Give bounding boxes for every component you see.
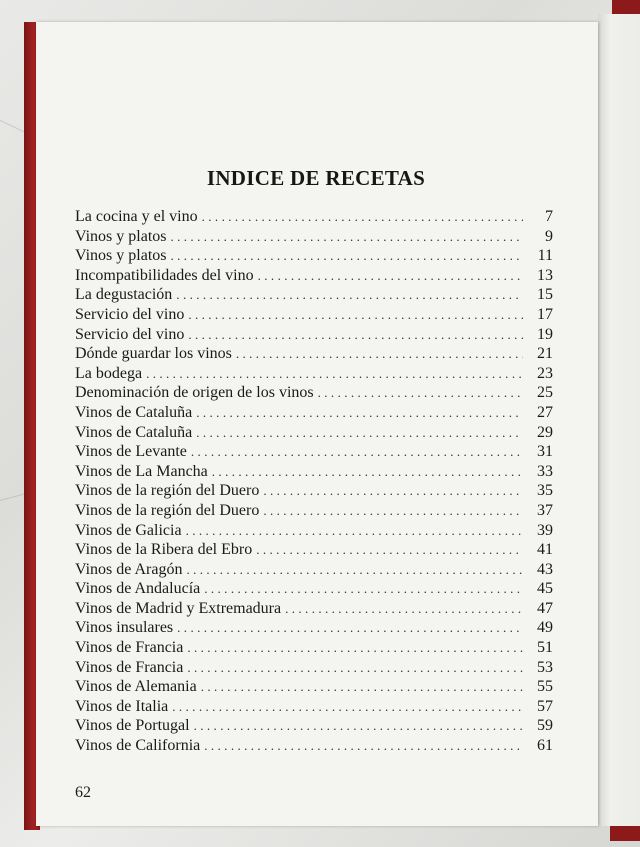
dot-leader xyxy=(188,307,523,323)
toc-entry-label: Dónde guardar los vinos xyxy=(75,345,232,363)
toc-entry-page: 61 xyxy=(537,737,553,755)
toc-entry-label: La degustación xyxy=(75,286,173,304)
toc-entry-page: 21 xyxy=(537,345,553,363)
toc-entry xyxy=(75,678,553,698)
dot-leader xyxy=(318,385,523,401)
toc-entry-page: 23 xyxy=(537,364,553,382)
toc-entry-page: 29 xyxy=(537,423,553,441)
toc-entry-label: Vinos de Alemania xyxy=(75,678,197,696)
toc-entry-page: 39 xyxy=(537,521,553,539)
dot-leader xyxy=(187,660,523,676)
toc-entry-label: Vinos de Cataluña xyxy=(75,423,193,441)
toc-entry-label: Vinos insulares xyxy=(75,619,174,637)
dot-leader xyxy=(194,718,523,734)
toc-entry xyxy=(75,345,553,365)
dot-leader xyxy=(263,483,523,499)
toc-entry xyxy=(75,247,553,267)
toc-entry-page: 33 xyxy=(537,462,553,480)
toc-entry xyxy=(75,561,553,581)
toc-entry-label: Vinos de la región del Duero xyxy=(75,501,260,519)
toc-entry xyxy=(75,306,553,326)
toc-entry xyxy=(75,443,553,463)
toc-entry-page: 15 xyxy=(537,286,553,304)
toc-entry-label: Vinos de Andalucía xyxy=(75,580,201,598)
toc-entry-page: 57 xyxy=(537,697,553,715)
table-of-contents xyxy=(75,208,553,757)
toc-entry-label: Vinos de La Mancha xyxy=(75,462,208,480)
page-title: INDICE DE RECETAS xyxy=(206,166,426,190)
toc-entry xyxy=(75,541,553,561)
dot-leader xyxy=(188,327,523,343)
toc-entry-page: 25 xyxy=(537,384,553,402)
toc-entry-page: 47 xyxy=(537,599,553,617)
toc-entry-label: Vinos de California xyxy=(75,737,201,755)
toc-entry xyxy=(75,326,553,346)
toc-entry-page: 53 xyxy=(537,658,553,676)
toc-entry-label: Vinos de Madrid y Extremadura xyxy=(75,599,282,617)
toc-entry xyxy=(75,267,553,287)
page-number: 62 xyxy=(75,784,91,801)
toc-entry-label: Vinos de Levante xyxy=(75,443,187,461)
dot-leader xyxy=(170,229,523,245)
dot-leader xyxy=(176,287,523,303)
toc-entry-label: Vinos de Cataluña xyxy=(75,403,193,421)
toc-entry xyxy=(75,482,553,502)
toc-entry-label: Vinos y platos xyxy=(75,227,167,245)
toc-entry xyxy=(75,228,553,248)
toc-entry-page: 11 xyxy=(537,247,553,265)
toc-entry-label: Vinos de Italia xyxy=(75,697,169,715)
toc-entry-page: 31 xyxy=(537,443,553,461)
toc-entry xyxy=(75,619,553,639)
dot-leader xyxy=(170,248,523,264)
toc-entry xyxy=(75,208,553,228)
toc-entry xyxy=(75,502,553,522)
toc-entry xyxy=(75,365,553,385)
toc-entry xyxy=(75,463,553,483)
dot-leader xyxy=(177,620,523,636)
toc-entry-label: La cocina y el vino xyxy=(75,208,198,225)
toc-entry-label: Vinos de Portugal xyxy=(75,717,190,735)
toc-entry xyxy=(75,737,553,757)
dot-leader xyxy=(196,425,523,441)
dot-leader xyxy=(202,209,523,225)
dot-leader xyxy=(258,268,523,284)
dot-leader xyxy=(256,542,523,558)
toc-entry-page: 19 xyxy=(537,325,553,343)
toc-entry-page: 9 xyxy=(545,227,553,245)
toc-entry-page: 7 xyxy=(545,208,553,225)
toc-entry-page: 17 xyxy=(537,305,553,323)
toc-entry-label: Denominación de origen de los vinos xyxy=(75,384,314,402)
toc-entry xyxy=(75,424,553,444)
dot-leader xyxy=(212,464,523,480)
toc-entry xyxy=(75,522,553,542)
toc-entry-label: Vinos de Galicia xyxy=(75,521,182,539)
dot-leader xyxy=(196,405,523,421)
toc-entry xyxy=(75,717,553,737)
dot-leader xyxy=(204,581,523,597)
toc-entry-page: 37 xyxy=(537,501,553,519)
toc-entry-page: 55 xyxy=(537,678,553,696)
dot-leader xyxy=(263,503,523,519)
toc-entry-label: Vinos de la Ribera del Ebro xyxy=(75,541,253,559)
toc-entry xyxy=(75,384,553,404)
toc-entry xyxy=(75,580,553,600)
toc-entry-label: Servicio del vino xyxy=(75,325,185,343)
toc-entry-label: Vinos de Francia xyxy=(75,658,184,676)
dot-leader xyxy=(201,679,523,695)
toc-entry xyxy=(75,286,553,306)
toc-entry-page: 35 xyxy=(537,482,553,500)
toc-entry-page: 13 xyxy=(537,266,553,284)
toc-entry-page: 49 xyxy=(537,619,553,637)
facing-page-edge xyxy=(598,14,640,826)
toc-entry-page: 45 xyxy=(537,580,553,598)
toc-entry-label: Incompatibilidades del vino xyxy=(75,266,254,284)
toc-entry-page: 41 xyxy=(537,541,553,559)
dot-leader xyxy=(285,601,523,617)
toc-entry xyxy=(75,600,553,620)
toc-entry xyxy=(75,698,553,718)
toc-entry-page: 59 xyxy=(537,717,553,735)
toc-entry-label: Vinos de Aragón xyxy=(75,560,183,578)
dot-leader xyxy=(204,738,523,754)
toc-entry-page: 43 xyxy=(537,560,553,578)
dot-leader xyxy=(186,562,523,578)
dot-leader xyxy=(146,366,523,382)
dot-leader xyxy=(186,523,523,539)
toc-entry-label: Servicio del vino xyxy=(75,305,185,323)
dot-leader xyxy=(191,444,523,460)
toc-entry-page: 27 xyxy=(537,403,553,421)
dot-leader xyxy=(172,699,523,715)
toc-entry xyxy=(75,639,553,659)
toc-entry-label: Vinos de la región del Duero xyxy=(75,482,260,500)
dot-leader xyxy=(187,640,523,656)
dot-leader xyxy=(236,346,523,362)
toc-entry-label: La bodega xyxy=(75,364,143,382)
toc-entry xyxy=(75,404,553,424)
toc-entry xyxy=(75,659,553,679)
toc-entry-page: 51 xyxy=(537,639,553,657)
toc-entry-label: Vinos de Francia xyxy=(75,639,184,657)
toc-entry-label: Vinos y platos xyxy=(75,247,167,265)
